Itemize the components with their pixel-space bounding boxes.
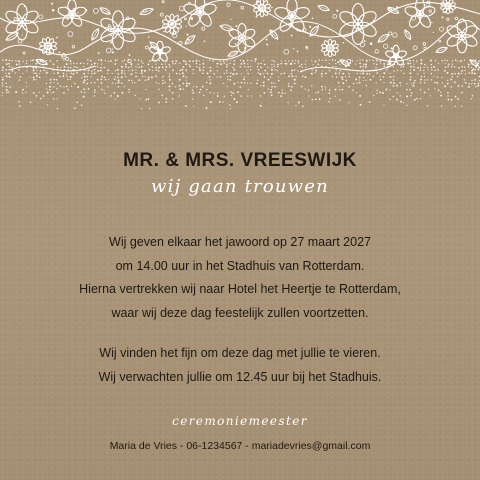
ceremony-line: om 14.00 uur in het Stadhuis van Rotterdam. bbox=[115, 258, 365, 273]
ceremony-master-title: ceremoniemeester bbox=[172, 414, 308, 428]
couple-names: MR. & MRS. VREESWIJK bbox=[123, 150, 357, 171]
ceremony-details bbox=[0, 231, 480, 325]
message-line: Wij verwachten jullie om 12.45 uur bij het Stadhuis. bbox=[98, 369, 382, 384]
ceremony-line: waar wij deze dag feestelijk zullen voortzetten. bbox=[111, 305, 369, 320]
floral-lace-border bbox=[0, 0, 480, 112]
ceremony-line: Wij geven elkaar het jawoord op 27 maart 2027 bbox=[109, 235, 371, 249]
contact-info: Maria de Vries - 06-1234567 - mariadevries@gmail.com bbox=[109, 440, 371, 452]
invitation-message bbox=[0, 342, 480, 389]
message-line: Wij vinden het fijn om deze dag met jullie te vieren. bbox=[99, 346, 381, 360]
ceremony-line: Hierna vertrekken wij naar Hotel het Heertje te Rotterdam, bbox=[79, 282, 401, 296]
wedding-tagline: wij gaan trouwen bbox=[151, 176, 329, 197]
